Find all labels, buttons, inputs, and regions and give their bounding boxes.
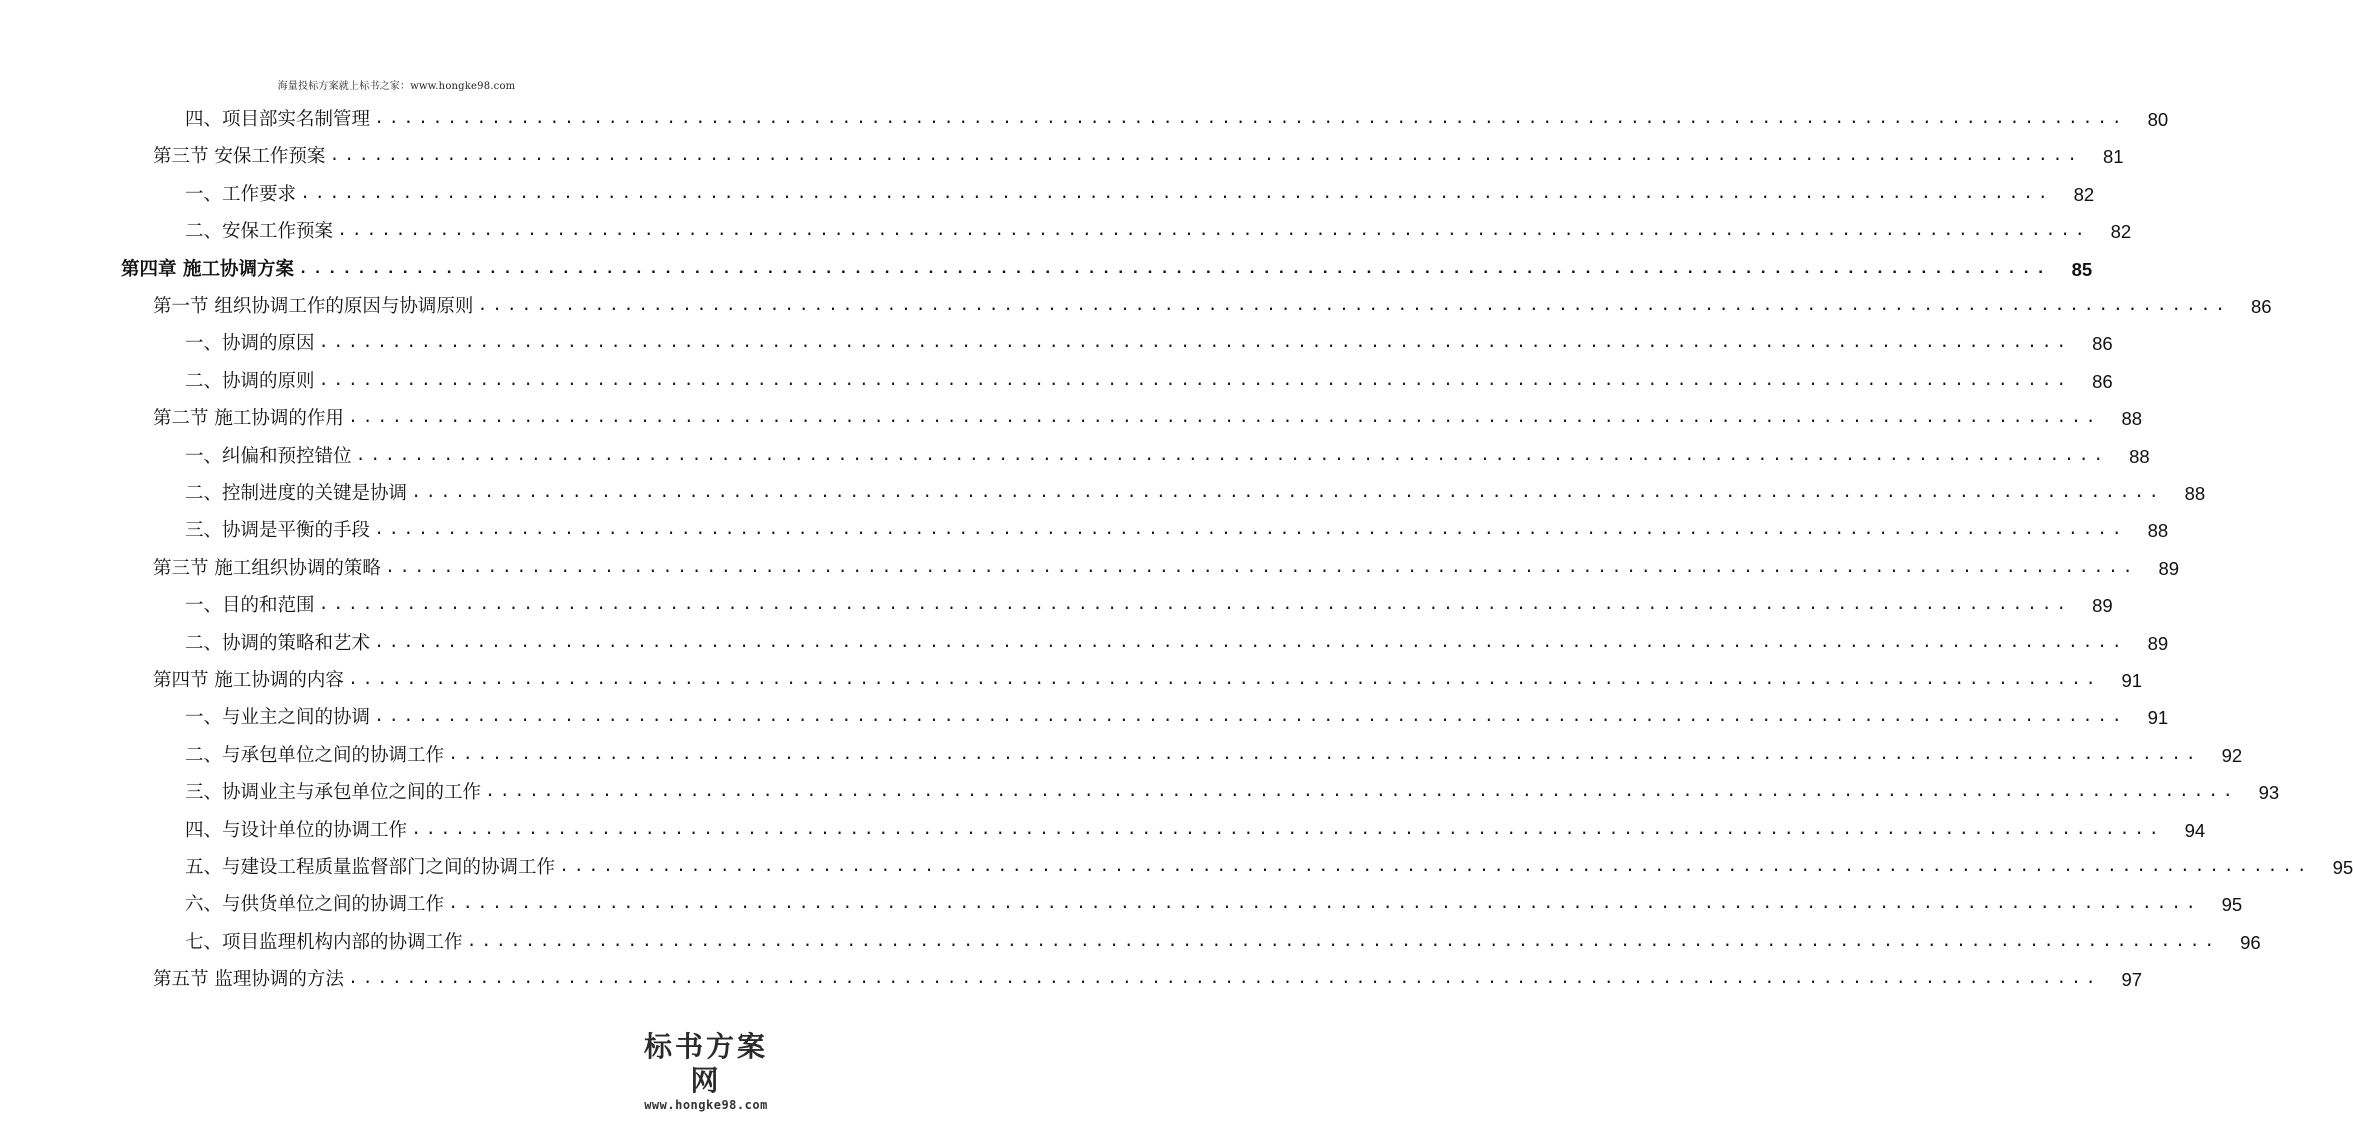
toc-entry-label: 第三节 安保工作预案	[153, 146, 326, 168]
toc-entry-page: 95	[2332, 857, 2353, 878]
toc-entry[interactable]	[121, 255, 2093, 285]
watermark-url: www.hongke98.com	[644, 1098, 768, 1112]
toc-entry-page: 80	[2147, 109, 2169, 130]
watermark-title: 标书方案网	[643, 1030, 768, 1097]
toc-leader-dots: ........................................................................................................................	[297, 259, 2051, 279]
toc-leader-dots: ........................................................................................................................	[329, 147, 2082, 167]
toc-entry-page: 97	[2121, 969, 2143, 991]
toc-entry[interactable]	[185, 180, 2095, 210]
toc-entry[interactable]	[185, 329, 2113, 359]
toc-entry-label: 第五节 监理协调的方法	[153, 969, 344, 991]
toc-leader-dots: ........................................................................................................................	[559, 858, 2312, 877]
toc-entry-page: 82	[2110, 221, 2132, 243]
toc-entry[interactable]	[185, 816, 2206, 846]
toc-entry[interactable]	[153, 404, 2143, 434]
toc-entry-label: 四、与设计单位的协调工作	[185, 819, 408, 841]
toc-entry[interactable]	[185, 105, 2169, 135]
toc-entry[interactable]	[185, 442, 2150, 472]
toc-entry[interactable]	[185, 217, 2132, 247]
toc-leader-dots: ........................................................................................................................	[485, 783, 2238, 803]
toc-entry-page: 91	[2147, 707, 2169, 729]
toc-entry[interactable]	[153, 142, 2124, 172]
toc-entry[interactable]	[185, 367, 2113, 397]
toc-entry[interactable]	[153, 554, 2180, 584]
toc-entry-label: 第三节 施工组织协调的策略	[153, 557, 381, 579]
toc-leader-dots: ........................................................................................................................	[347, 970, 2101, 990]
toc-leader-dots: ........................................................................................................................	[477, 297, 2230, 316]
toc-entry-label: 一、工作要求	[185, 183, 297, 205]
toc-entry-page: 94	[2184, 819, 2206, 841]
toc-leader-dots: ........................................................................................................................	[448, 895, 2201, 915]
toc-entry-label: 二、协调的策略和艺术	[185, 632, 371, 654]
toc-leader-dots: ........................................................................................................................	[318, 334, 2071, 354]
toc-leader-dots: ........................................................................................................................	[355, 446, 2108, 466]
toc-entry-label: 第四章 施工协调方案	[121, 258, 294, 280]
toc-entry[interactable]	[185, 703, 2169, 733]
toc-entry-label: 第二节 施工协调的作用	[153, 408, 344, 430]
toc-entry-label: 二、与承包单位之间的协调工作	[185, 744, 445, 766]
toc-leader-dots: ........................................................................................................................	[337, 222, 2090, 242]
toc-leader-dots: ........................................................................................................................	[411, 820, 2164, 840]
toc-entry-page: 89	[2158, 557, 2180, 579]
toc-entry[interactable]	[185, 928, 2261, 958]
toc-entry-page: 86	[2092, 370, 2113, 392]
toc-entry[interactable]	[185, 853, 2353, 883]
toc-entry-label: 七、项目监理机构内部的协调工作	[185, 931, 463, 953]
toc-entry-page: 86	[2092, 333, 2113, 355]
toc-leader-dots: ........................................................................................................................	[374, 521, 2127, 541]
toc-entry[interactable]	[153, 965, 2143, 995]
watermark-logo	[631, 1030, 781, 1112]
toc-entry-page: 91	[2121, 670, 2143, 691]
toc-entry[interactable]	[185, 479, 2206, 509]
toc-entry-page: 96	[2240, 931, 2261, 953]
toc-leader-dots: ........................................................................................................................	[411, 484, 2164, 503]
toc-entry-label: 三、协调业主与承包单位之间的工作	[185, 782, 482, 804]
toc-entry[interactable]	[185, 778, 2280, 808]
page-header: 海量投标方案就上标书之家：www.hongke98.com	[277, 81, 516, 92]
toc-leader-dots: ........................................................................................................................	[374, 708, 2127, 728]
toc-entry-page: 82	[2073, 183, 2095, 205]
toc-entry-label: 二、控制进度的关键是协调	[185, 483, 408, 504]
toc-entry[interactable]	[185, 890, 2243, 920]
toc-entry[interactable]	[153, 292, 2272, 322]
toc-leader-dots: ........................................................................................................................	[347, 671, 2101, 690]
toc-leader-dots: ........................................................................................................................	[466, 932, 2219, 952]
toc-entry[interactable]	[185, 741, 2243, 771]
toc-entry-label: 四、项目部实名制管理	[185, 109, 371, 130]
toc-entry-page: 88	[2121, 408, 2143, 430]
toc-leader-dots: ........................................................................................................................	[318, 371, 2071, 391]
toc-entry[interactable]	[185, 629, 2169, 659]
toc-entry-page: 92	[2221, 744, 2243, 766]
toc-entry-label: 第一节 组织协调工作的原因与协调原则	[153, 296, 474, 317]
toc-entry-page: 89	[2092, 595, 2113, 617]
toc-entry-page: 88	[2147, 520, 2169, 542]
toc-leader-dots: ........................................................................................................................	[347, 409, 2101, 429]
toc-leader-dots: ........................................................................................................................	[448, 745, 2201, 765]
toc-leader-dots: ........................................................................................................................	[318, 596, 2071, 616]
toc-entry-label: 一、纠偏和预控错位	[185, 445, 352, 467]
toc-leader-dots: ........................................................................................................................	[374, 110, 2127, 129]
toc-entry-label: 一、与业主之间的协调	[185, 707, 371, 729]
toc-entry[interactable]	[185, 516, 2169, 546]
toc-entry[interactable]	[153, 666, 2143, 696]
toc-entry-page: 88	[2184, 483, 2206, 504]
toc-entry-page: 81	[2103, 146, 2124, 168]
toc-entry-label: 三、协调是平衡的手段	[185, 520, 371, 542]
toc-leader-dots: ........................................................................................................................	[384, 558, 2138, 578]
toc-entry-label: 二、协调的原则	[185, 370, 315, 392]
toc-entry[interactable]	[185, 591, 2113, 621]
toc-leader-dots: ........................................................................................................................	[374, 633, 2127, 653]
toc-entry-page: 95	[2221, 894, 2243, 916]
toc-entry-label: 六、与供货单位之间的协调工作	[185, 894, 445, 916]
toc-entry-page: 88	[2129, 445, 2150, 467]
toc-entry-page: 85	[2071, 258, 2093, 280]
toc-entry-page: 93	[2258, 782, 2280, 804]
toc-entry-page: 89	[2147, 632, 2169, 654]
toc-entry-label: 一、协调的原因	[185, 333, 315, 355]
toc-entry-label: 一、目的和范围	[185, 595, 315, 617]
toc-entry-page: 86	[2251, 296, 2272, 317]
toc-entry-label: 五、与建设工程质量监督部门之间的协调工作	[185, 857, 556, 878]
toc-entry-label: 第四节 施工协调的内容	[153, 670, 344, 691]
toc-entry-label: 二、安保工作预案	[185, 221, 334, 243]
toc-leader-dots: ........................................................................................................................	[300, 184, 2053, 204]
